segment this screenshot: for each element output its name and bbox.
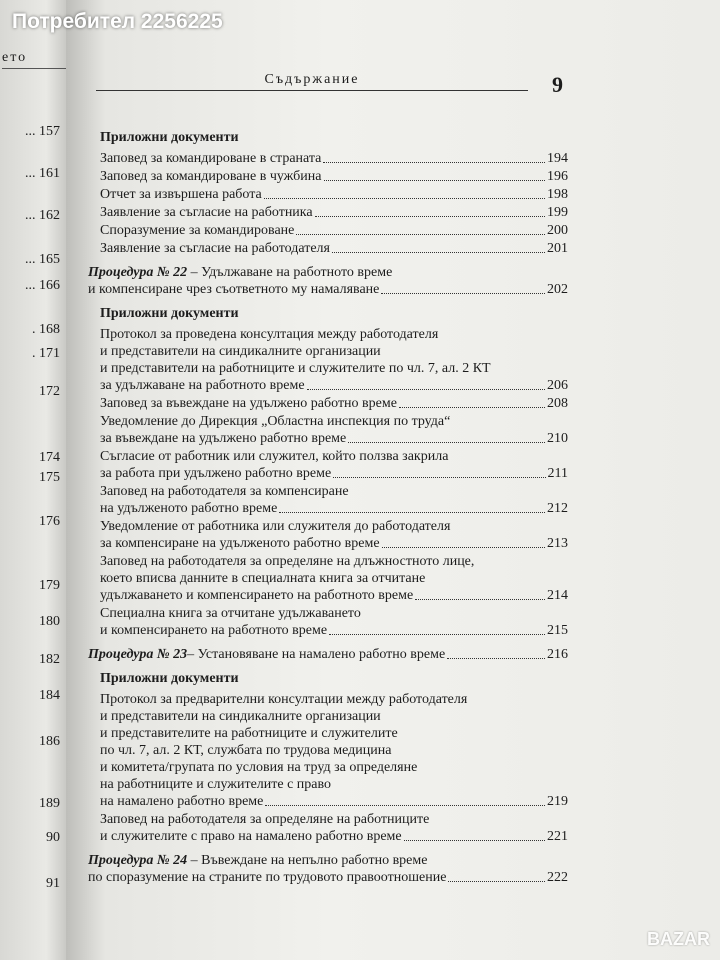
dot-leader: [381, 293, 545, 294]
toc-entry-title: и компенсирането на работното време: [100, 623, 328, 638]
toc-entry[interactable]: [100, 395, 568, 412]
toc-entry[interactable]: [88, 281, 568, 298]
dot-leader: [348, 442, 545, 443]
toc-entry-line: по чл. 7, ал. 2 КТ, службата по трудова медицина: [100, 743, 392, 758]
toc-page-number: 213: [547, 536, 568, 551]
toc-page-number: 214: [547, 588, 568, 603]
left-page-number: 175: [39, 470, 60, 485]
toc-entry-title: за удължаване на работното време: [100, 378, 305, 393]
toc-page-number: 211: [547, 466, 568, 481]
section-heading: Приложни документи: [100, 671, 239, 686]
toc-entry-title: Заявление за съгласие на работодателя: [100, 241, 330, 256]
dot-leader: [332, 252, 545, 253]
toc-page-number: 198: [547, 187, 568, 202]
corner-logo: BAZAR: [647, 929, 710, 949]
procedure-22[interactable]: [88, 264, 392, 281]
dot-leader: [279, 512, 545, 513]
procedure-title: – Въвеждане на непълно работно време: [187, 853, 428, 868]
left-page-number: 189: [39, 796, 60, 811]
toc-entry-title: Отчет за извършена работа: [100, 187, 262, 202]
left-page-number: 182: [39, 652, 60, 667]
dot-leader: [415, 599, 545, 600]
toc-entry[interactable]: [100, 377, 568, 394]
toc-entry-line: и представители на синдикалните организации: [100, 344, 381, 359]
toc-entry-line: Заповед на работодателя за компенсиране: [100, 484, 349, 499]
left-page-number: 176: [39, 514, 60, 529]
toc-entry-title: – Установяване на намалено работно време: [187, 647, 446, 662]
toc-entry-title: за работа при удължено работно време: [100, 466, 332, 481]
dot-leader: [399, 407, 545, 408]
toc-entry[interactable]: [100, 828, 568, 845]
running-head: Съдържание: [96, 72, 528, 91]
dot-leader: [333, 477, 545, 478]
toc-entry-line: Протокол за предварителни консултации между работодателя: [100, 692, 468, 707]
procedure-label: Процедура № 24: [88, 853, 188, 868]
left-page-number: . 171: [32, 346, 60, 361]
left-page-number: 179: [39, 578, 60, 593]
toc-entry-line: и представителите на работниците и служителите: [100, 726, 398, 741]
toc-entry-line: и представители на синдикалните организации: [100, 709, 381, 724]
toc-entry-line: на работниците и служителите с право: [100, 777, 332, 792]
toc-entry-title: по споразумение на страните по трудовото правоотношение: [88, 870, 447, 885]
toc-entry[interactable]: [100, 587, 568, 604]
left-page-number: 184: [39, 688, 60, 703]
toc-entry-line: Специална книга за отчитане удължаването: [100, 606, 361, 621]
toc-entry-line: и комитета/групата по условия на труд за определяне: [100, 760, 418, 775]
toc-entry-title: Заявление за съгласие на работника: [100, 205, 313, 220]
left-page-number: 174: [39, 450, 60, 465]
toc-entry-title: Заповед за командироване в страната: [100, 151, 322, 166]
dot-leader: [448, 881, 545, 882]
toc-entry[interactable]: [100, 535, 568, 552]
toc-entry[interactable]: [100, 793, 568, 810]
toc-entry[interactable]: [100, 500, 568, 517]
toc-entry-line: Съгласие от работник или служител, който ползва закрила: [100, 449, 449, 464]
toc-entry[interactable]: [100, 622, 568, 639]
left-page-number: 180: [39, 614, 60, 629]
left-page-title: ето: [2, 50, 66, 69]
toc-entry-title: и служителите с право на намалено работно време: [100, 829, 402, 844]
left-page-number: ... 166: [25, 278, 60, 293]
toc-entry-title: и компенсиране чрез съответното му намаляване: [88, 282, 380, 297]
toc-page-number: 216: [547, 647, 568, 662]
toc-entry-line: Уведомление до Дирекция „Областна инспекция по труда“: [100, 414, 451, 429]
section-heading: Приложни документи: [100, 306, 239, 321]
toc-entry-title: Споразумение за командироване: [100, 223, 295, 238]
dot-leader: [315, 216, 545, 217]
toc-entry-title: за въвеждане на удължено работно време: [100, 431, 347, 446]
dot-leader: [307, 389, 545, 390]
dot-leader: [296, 234, 545, 235]
toc-entry[interactable]: [100, 204, 568, 221]
toc-entry-line: Заповед на работодателя за определяне на работниците: [100, 812, 430, 827]
toc-page-number: 196: [547, 169, 568, 184]
toc-entry-line: Уведомление от работника или служителя до работодателя: [100, 519, 451, 534]
left-page-edge: [0, 0, 66, 960]
watermark: Потребител 2256225: [12, 10, 223, 33]
dot-leader: [264, 198, 545, 199]
toc-page-number: 200: [547, 223, 568, 238]
toc-page-number: 212: [547, 501, 568, 516]
procedure-title: – Удължаване на работното време: [187, 265, 393, 280]
toc-page-number: 199: [547, 205, 568, 220]
procedure-label: Процедура № 22: [88, 265, 188, 280]
toc-page-number: 206: [547, 378, 568, 393]
toc-page-number: 210: [547, 431, 568, 446]
toc-entry[interactable]: [100, 240, 568, 257]
toc-entry-line: и представители на работниците и служителите по чл. 7, ал. 2 КТ: [100, 361, 491, 376]
toc-entry[interactable]: [100, 150, 568, 167]
dot-leader: [265, 805, 545, 806]
dot-leader: [323, 162, 545, 163]
left-page-number: ... 161: [25, 166, 60, 181]
left-page-number: ... 162: [25, 208, 60, 223]
left-page-number: 90: [46, 830, 60, 845]
toc-entry-line: Заповед на работодателя за определяне на длъжностното лице,: [100, 554, 475, 569]
toc-page-number: 194: [547, 151, 568, 166]
toc-page-number: 208: [547, 396, 568, 411]
left-page-number: ... 157: [25, 124, 60, 139]
dot-leader: [329, 634, 545, 635]
page-number: 9: [552, 72, 563, 97]
procedure-label: Процедура № 23: [88, 647, 188, 662]
toc-entry-line: което вписва данните в специалната книга за отчитане: [100, 571, 426, 586]
toc-entry-title: удължаването и компенсирането на работното време: [100, 588, 414, 603]
toc-entry[interactable]: [100, 168, 568, 185]
section-heading: Приложни документи: [100, 130, 239, 145]
toc-entry[interactable]: [88, 869, 568, 886]
toc-entry-title: на намалено работно време: [100, 794, 264, 809]
dot-leader: [404, 840, 545, 841]
toc-page-number: 215: [547, 623, 568, 638]
left-page-number: 172: [39, 384, 60, 399]
left-page-number: . 168: [32, 322, 60, 337]
dot-leader: [382, 547, 545, 548]
toc-entry-title: за компенсиране на удълженото работно време: [100, 536, 380, 551]
toc-entry-title: Заповед за въвеждане на удължено работно време: [100, 396, 397, 411]
left-page-number: 186: [39, 734, 60, 749]
dot-leader: [324, 180, 546, 181]
toc-page-number: 201: [547, 241, 568, 256]
procedure-23[interactable]: [88, 646, 568, 663]
toc-page-number: 221: [547, 829, 568, 844]
dot-leader: [447, 658, 545, 659]
left-page-number: 91: [46, 876, 60, 891]
toc-entry[interactable]: [100, 430, 568, 447]
toc-entry-title: Заповед за командироване в чужбина: [100, 169, 322, 184]
toc-entry[interactable]: [100, 465, 568, 482]
toc-entry-title: на удълженото работно време: [100, 501, 278, 516]
left-page-number: ... 165: [25, 252, 60, 267]
toc-page-number: 222: [547, 870, 568, 885]
toc-page-number: 202: [547, 282, 568, 297]
toc-entry[interactable]: [100, 186, 568, 203]
procedure-24[interactable]: [88, 852, 427, 869]
toc-entry-line: Протокол за проведена консултация между работодателя: [100, 327, 439, 342]
toc-entry[interactable]: [100, 222, 568, 239]
toc-page-number: 219: [547, 794, 568, 809]
